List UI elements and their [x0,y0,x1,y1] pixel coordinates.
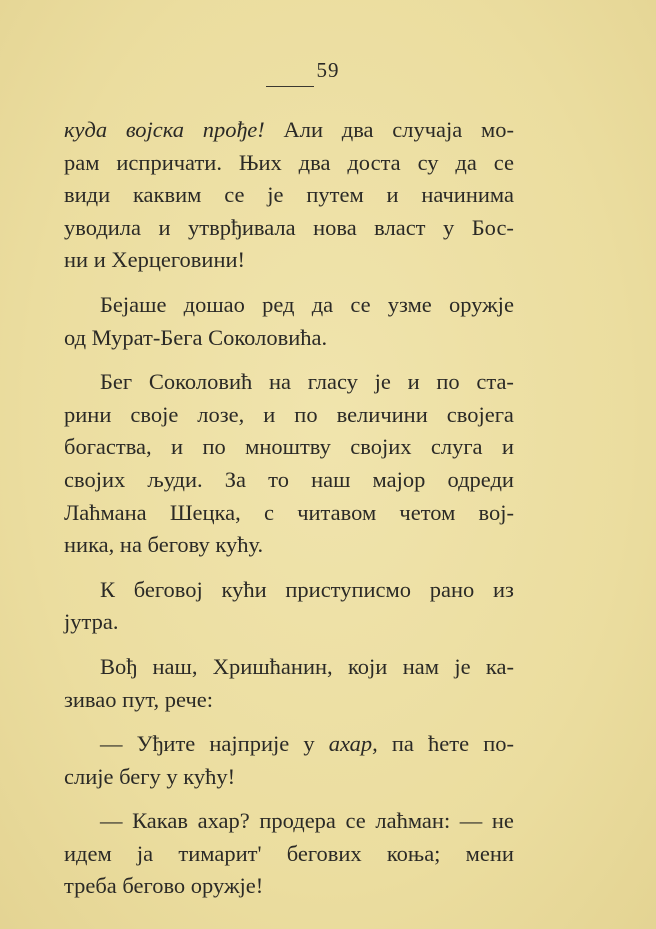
word: Али [283,117,324,142]
word: да [455,149,477,175]
word: људи. [147,466,203,492]
paragraph [64,728,514,793]
word: — [459,808,483,834]
word: у [443,214,455,240]
word: и [158,214,171,240]
word: мо- [481,117,514,142]
word: начинима [421,182,514,208]
word: беговој [133,576,203,602]
word: се [350,291,371,317]
word: Соколовић [148,369,253,395]
text-line [64,728,514,761]
word: ред [262,291,295,317]
body-text [64,114,514,903]
word: оружје [448,291,514,317]
word: Вођ [100,653,138,679]
word: мени [465,840,514,866]
word: па [391,731,414,757]
word: се [224,182,245,208]
word: гласу [307,369,358,395]
word: два [298,149,331,175]
word: кући [221,576,267,602]
word: продера [259,808,336,834]
word: дошао [183,291,245,317]
word: ахар? [197,808,250,834]
paragraph-gap [64,716,514,728]
text-segment: зивао пут, рече: [64,686,214,712]
word: Бејаше [100,291,167,317]
word: и [386,182,399,208]
text-line [64,651,514,684]
word: узме [387,291,432,317]
word: тимарит' [178,840,262,866]
text-line [64,366,514,399]
text-line [64,464,514,497]
word: је [267,182,284,208]
text-line [64,212,514,245]
text-segment: од Мурат-Бега Соколовића. [64,324,328,350]
word: коња; [386,840,441,866]
text-line [64,289,514,322]
word: рам [64,149,100,175]
word: Лаћмана [64,499,147,525]
word: Бег [100,369,133,395]
word: то [268,466,289,492]
text-segment: треба бегово оружје! [64,873,264,899]
word: и [501,434,514,460]
word: величини [336,401,428,427]
italic-word: прође! [202,117,265,142]
paragraph [64,574,514,639]
word: слуга [430,434,483,460]
word: К [100,576,116,602]
word: који [348,653,388,679]
text-line [64,431,514,464]
word: бегових [286,840,362,866]
word: у [303,731,315,757]
text-line [64,761,514,794]
text-line [64,574,514,607]
word: испричати. [116,149,222,175]
word: Бос- [471,214,514,240]
word: је [454,653,471,679]
paragraph-gap [64,793,514,805]
word: вој- [478,499,514,525]
word: одреди [447,466,514,492]
word: За [224,466,247,492]
text-line [64,529,514,562]
word: по [202,434,226,460]
word: најприје [209,731,290,757]
word: по [436,369,460,395]
word: каквим [132,182,202,208]
word: да [311,291,334,317]
word: Шецка, [169,499,241,525]
text-line [64,805,514,838]
text-line [64,684,514,717]
word: су [417,149,439,175]
word: из [493,576,514,602]
word: по [294,401,318,427]
paragraph-gap [64,562,514,574]
word: и [407,369,420,395]
word: мајор [372,466,426,492]
paragraph [64,651,514,716]
text-line [64,870,514,903]
text-line [64,244,514,277]
paragraph-gap [64,277,514,289]
word: не [491,808,514,834]
word: Какав [132,808,188,834]
word: ста- [476,369,514,395]
word: по- [483,731,514,757]
word: идем [64,840,112,866]
text-line [64,838,514,871]
word: — [100,731,123,757]
word: четом [399,499,456,525]
text-segment: слије бегу у кућу! [64,763,236,789]
word: случаја [392,117,463,142]
word: мноштву [245,434,331,460]
word: ка- [485,653,514,679]
word: лаћман: [375,808,451,834]
text-segment: ника, на бегову кућу. [64,532,264,558]
word: својих [350,434,412,460]
word: нова [313,214,357,240]
italic-word: ахар, [328,731,378,757]
word: и [263,401,276,427]
text-line [64,179,514,212]
word: — [100,808,123,834]
word: два [341,117,374,142]
word: ћете [428,731,470,757]
word: Њих [238,149,282,175]
paragraph [64,114,514,277]
word: рини [64,401,112,427]
page-number: 59 [316,58,340,82]
text-line [64,606,514,639]
paragraph-gap [64,639,514,651]
word: власт [374,214,426,240]
word: приступисмо [285,576,412,602]
word: утврђивала [188,214,296,240]
text-line [64,147,514,180]
text-line [64,497,514,530]
word: је [374,369,391,395]
word: на [268,369,291,395]
text-line [64,399,514,432]
word: својих [64,466,126,492]
paragraph [64,805,514,903]
word: нам [402,653,439,679]
word: се [345,808,366,834]
word: се [493,149,514,175]
word: својега [446,401,514,427]
word: доста [347,149,401,175]
word: Уђите [136,731,196,757]
italic-word: војска [125,117,184,142]
word: наш, [152,653,198,679]
word: рано [429,576,475,602]
page-number-rule [266,86,314,87]
word: уводила [64,214,142,240]
paragraph [64,366,514,562]
paragraph [64,289,514,354]
word: лозе, [197,401,245,427]
text-segment: ни и Херцеговини! [64,247,246,273]
paragraph-gap [64,354,514,366]
word: види [64,182,111,208]
word: и [171,434,184,460]
word: своје [130,401,179,427]
word: с [263,499,274,525]
word: наш [311,466,351,492]
word: богаства, [64,434,152,460]
text-line [64,114,514,147]
italic-word: куда [64,117,108,142]
word: Хришћанин, [212,653,333,679]
word: ја [136,840,154,866]
text-line [64,322,514,355]
text-segment: јутра. [64,609,119,635]
word: читавом [297,499,377,525]
word: путем [306,182,364,208]
